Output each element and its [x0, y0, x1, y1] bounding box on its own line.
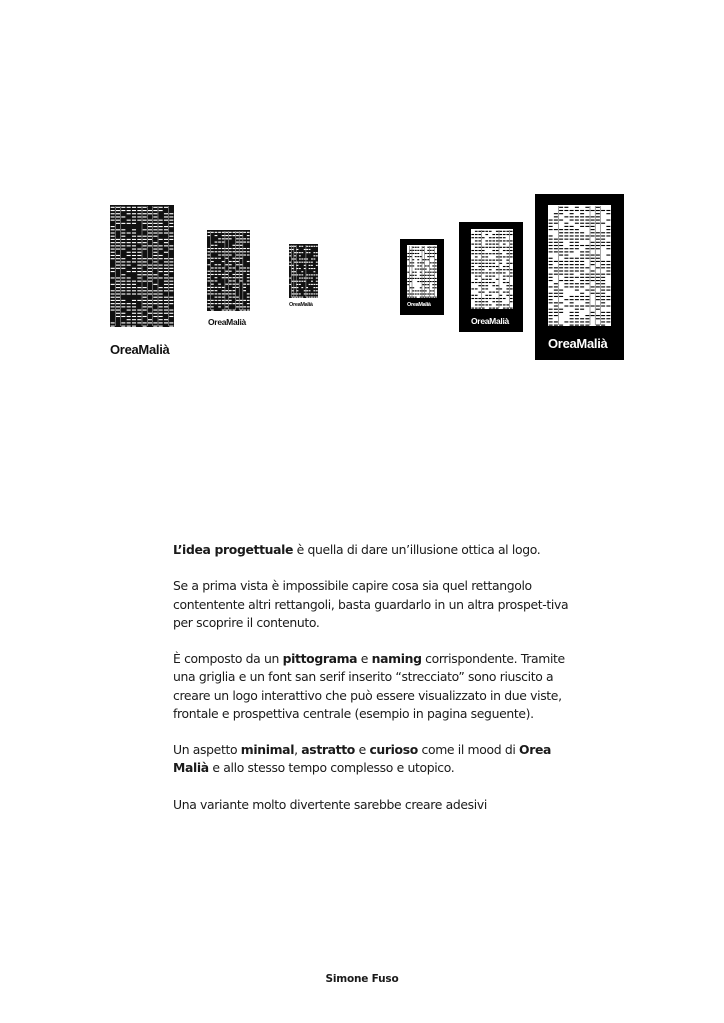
logo-wordmark: OreaMalià: [208, 317, 246, 327]
paragraph-illusion: Se a prima vista è impossibile capire cosa sia quel rettangolo contentente altri rettangoli, basta guardarlo in un altra prospet-tiva per scoprire il contenuto.: [173, 578, 569, 630]
logo-wordmark: OreaMalià: [548, 336, 608, 351]
description-text: [173, 541, 573, 832]
logo-wordmark: OreaMalià: [407, 302, 431, 308]
logo-pictogram: [407, 245, 437, 298]
logo-pictogram: [471, 229, 513, 309]
logo-pictogram: [289, 244, 318, 298]
logo-wordmark: OreaMalià: [289, 302, 313, 308]
logo-pictogram: [548, 205, 611, 326]
logo-pictogram: [207, 230, 250, 311]
paragraph-variant: Una variante molto divertente sarebbe creare adesivi: [173, 796, 487, 812]
logo-pictogram: [110, 205, 174, 327]
logo-wordmark: OreaMalià: [110, 342, 170, 357]
author-name: Simone Fuso: [325, 973, 399, 985]
paragraph-mood: Un aspetto minimal, astratto e curioso come il mood di Orea Malià e allo stesso tempo complesso e utopico.: [173, 742, 552, 776]
logo-wordmark: OreaMalià: [471, 316, 509, 326]
paragraph-composition: È composto da un pittograma e naming corrispondente. Tramite una griglia e un font san serif inserito “strecciato” sono riuscito a creare un logo interattivo che può essere visualizzato in due viste, frontale e prospettiva centrale (esempio in pagina seguente).: [173, 651, 565, 721]
paragraph-intro: L’idea progettuale è quella di dare un’illusione ottica al logo.: [173, 542, 541, 557]
